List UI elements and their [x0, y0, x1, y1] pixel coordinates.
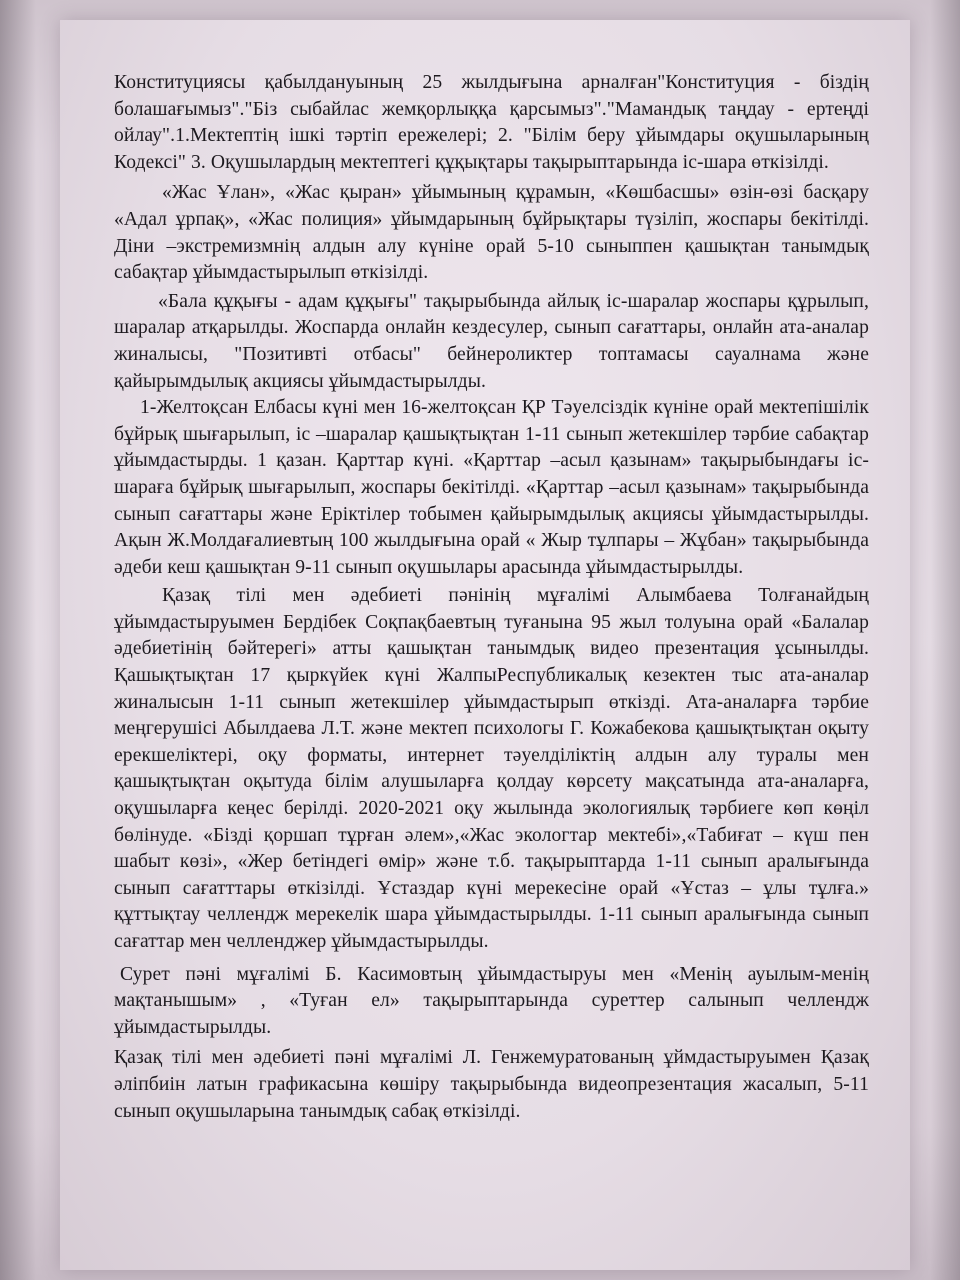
photo-edge-right — [930, 0, 960, 1280]
paragraph-kazakh-literature: Қазақ тілі мен әдебиеті пәнінің мұғалімі Алымбаева Толғанайдың ұйымдастыруымен Бердібек Соқпақбаевтың туғанына 95 жыл толуына орай «Балалар әдебиетінің бәйтерегі» атты қашықтан танымдық видео презентация ұсынылды. Қашықтықтан 17 қыркүйек күні ЖалпыРеспубликалық кезектен тыс ата-аналар жиналысын 1-11 сынып жетекшілер ұйымдастырып өткізді. Ата-аналарға тәрбие меңгерушісі Абылдаева Л.Т. және мектеп психологы Г. Кожабекова қашықтықтан оқыту ерекшеліктері, оқу форматы, интернет тәуелділіктің алдын алу туралы мен қашықтықтан оқытуда білім алушыларға қолдау көрсету мақсатында ата-аналарға, оқушыларға кеңес берілді. 2020-2021 оқу жылында экологиялық тәрбиеге көп көңіл бөлінуде. «Біздi қоршап тұрған әлем»,«Жас экологтар мектебі»,«Табиғат – күш пен шабыт көзі», «Жер бетіндегі өмір» және т.б. тақырыптарда 1-11 сынып аралығында сынып сағатттары өткізілді. Ұстаздар күні мерекесіне орай «Ұстаз – ұлы тұлға.» құттықтау челлендж мерекелік шара ұйымдастырылды. 1-11 сынып аралығында сынып сағаттар мен челленджер ұйымдастырылды. — [114, 585, 869, 952]
paragraph-independence-day: 1-Желтоқсан Елбасы күні мен 16-желтоқсан ҚР Тәуелсіздік күніне орай мектепішілік бұйрық шығарылып, іс –шаралар қашықтықтан 1-11 сынып жетекшілер тәрбие сабақтар ұйымдастырды. 1 қазан. Қарттар күні. «Қарттар –асыл қазынам» тақырыбындағы іс-шараға бұйрық шығарылып, жоспары бекітілді. «Қарттар –асыл қазынам» тақырыбында сынып сағаттары және Еріктілер тобымен қайырымдылық акциясы ұйымдастырылды. Ақын Ж.Молдағалиевтың 100 жылдығына орай « Жыр тұлпары – Жұбан» тақырыбында әдеби кеш қашықтан 9-11 сынып оқушылары арасында ұйымдастырылды. — [114, 397, 869, 578]
paragraph-youth-organizations: «Жас Ұлан», «Жас қыран» ұйымының құрамын, «Көшбасшы» өзін-өзі басқару «Адал ұрпақ», «Жас полиция» ұйымдарының бұйрықтары түзіліп, жоспары бекітілді. Діни –экстремизмнің алдын алу күніне орай 5-10 сыныппен қашықтан танымдық сабақтар ұйымдастырылып өткізілді. — [114, 182, 869, 284]
document-body — [114, 70, 869, 1127]
paragraph-latin-alphabet: Қазақ тілі мен әдебиеті пәні мұғалімі Л. Генжемуратованың ұймдастыруымен Қазақ әліпбиін латын графикасына көшіру тақырыбында видеопрезентация жасалып, 5-11 сынып оқушыларына танымдық сабақ өткізілді. — [114, 1047, 869, 1122]
paragraph-constitution-events: Конституциясы қабылдануының 25 жылдығына арналған"Конституция - біздің болашағымыз"."Біз сыбайлас жемқорлыққа қарсымыз"."Мамандық таңдау - ертеңді ойлау".1.Мектептің ішкі тәртіп ережелері; 2. "Білім беру ұйымдары оқушыларының Кодексі" 3. Оқушылардың мектептегі құқықтары тақырыптарында іс-шара өткізілді. — [114, 72, 869, 173]
paragraph-art-teacher: Сурет пәні мұғалімі Б. Касимовтың ұйымдастыруы мен «Менің ауылым-менің мақтанышым» , «Туған ел» тақырыптарында суреттер салынып челлендж ұйымдастырылды. — [114, 963, 869, 1038]
paragraph-child-rights: «Бала құқығы - адам құқығы" тақырыбында айлық іс-шаралар жоспары құрылып, шаралар атқарылды. Жоспарда онлайн кездесулер, сынып сағаттары, онлайн ата-аналар жиналысы, "Позитивті отбасы" бейнероликтер топтамасы сауалнама және қайырымдылық акциясы ұйымдастырылды. — [114, 290, 869, 392]
photo-edge-left — [0, 0, 36, 1280]
